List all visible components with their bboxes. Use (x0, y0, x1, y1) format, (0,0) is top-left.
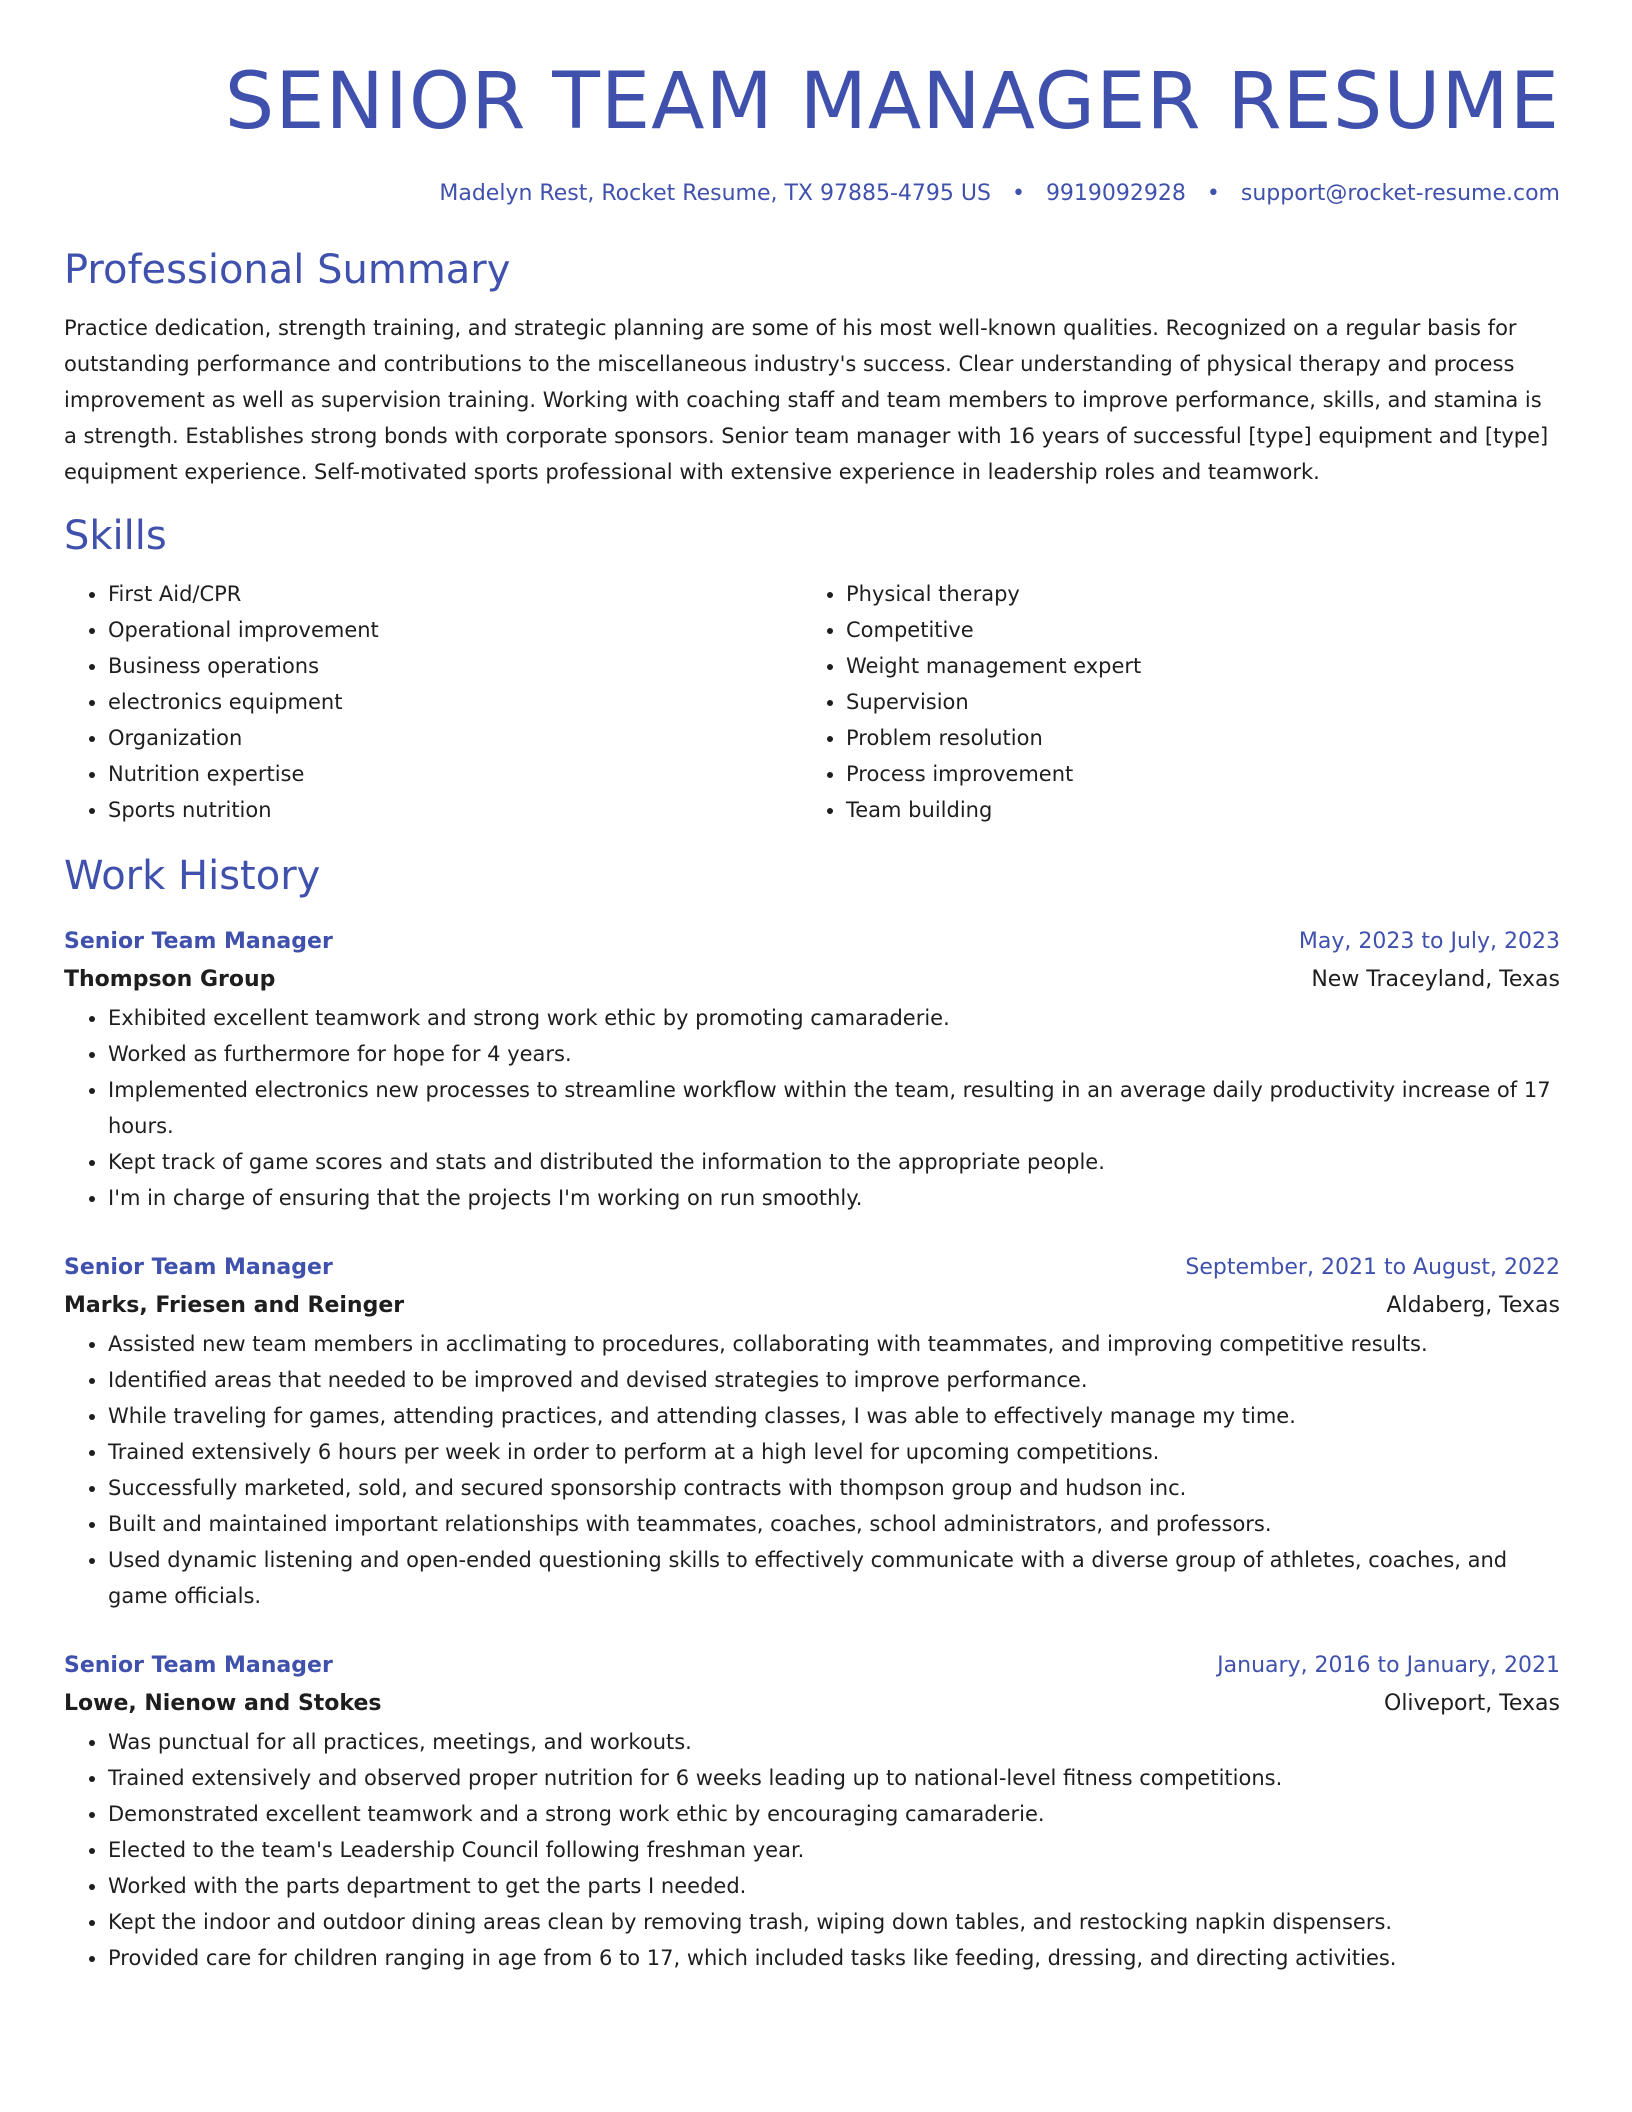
skill-item: • electronics equipment (108, 684, 802, 720)
summary-heading: Professional Summary (64, 247, 511, 293)
contact-address: Madelyn Rest, Rocket Resume, TX 97885-4795 US (439, 181, 991, 206)
contact-email: support@rocket-resume.com (1240, 181, 1560, 206)
job-entry (64, 1648, 1560, 1976)
skill-item: • Team building (846, 792, 1540, 828)
job-duty: • Identified areas that needed to be improved and devised strategies to improve performance. (108, 1362, 1560, 1398)
job-duty: • Implemented electronics new processes to streamline workflow within the team, resulting in an average daily productivity increase of 17 hours. (108, 1072, 1560, 1144)
skill-item: • Operational improvement (108, 612, 802, 648)
job-duty: • Trained extensively 6 hours per week in order to perform at a high level for upcoming competitions. (108, 1434, 1560, 1470)
skill-item: • Physical therapy (846, 576, 1540, 612)
job-duty: • Assisted new team members in acclimating to procedures, collaborating with teammates, and improving competitive results. (108, 1326, 1560, 1362)
job-duty: • Provided care for children ranging in age from 6 to 17, which included tasks like feeding, dressing, and directing activities. (108, 1940, 1560, 1976)
job-dates: May, 2023 to July, 2023 (1298, 929, 1560, 954)
job-duty: • Worked as furthermore for hope for 4 years. (108, 1036, 1560, 1072)
job-dates: January, 2016 to January, 2021 (1217, 1653, 1560, 1678)
job-dates: September, 2021 to August, 2022 (1185, 1255, 1560, 1280)
skill-item: • First Aid/CPR (108, 576, 802, 612)
job-duty: • Elected to the team's Leadership Council following freshman year. (108, 1832, 1560, 1868)
contact-line (64, 178, 1560, 210)
skill-item: • Process improvement (846, 756, 1540, 792)
job-duty: • Kept track of game scores and stats and distributed the information to the appropriate people. (108, 1144, 1560, 1180)
skill-item: • Nutrition expertise (108, 756, 802, 792)
skills-list (64, 576, 1560, 828)
job-title: Senior Team Manager (64, 1255, 333, 1280)
job-duties (64, 1326, 1560, 1614)
job-duty: • Kept the indoor and outdoor dining areas clean by removing trash, wiping down tables, and restocking napkin dispensers. (108, 1904, 1560, 1940)
job-company: Thompson Group (64, 967, 276, 992)
skills-column-right (802, 576, 1540, 828)
work-history-heading: Work History (64, 853, 321, 899)
job-duty: • Built and maintained important relationships with teammates, coaches, school administrators, and professors. (108, 1506, 1560, 1542)
resume-title: SENIOR TEAM MANAGER RESUME (224, 57, 1560, 147)
skill-item: • Sports nutrition (108, 792, 802, 828)
contact-phone: 9919092928 (1045, 181, 1186, 206)
job-title: Senior Team Manager (64, 1653, 333, 1678)
summary-text: Practice dedication, strength training, and strategic planning are some of his most well-known qualities. Recognized on a regular basis for outstanding performance and contributions to the miscellaneous industry's success. Clear understanding of physical therapy and process improvement as well as supervision training. Working with coaching staff and team members to improve performance, skills, and stamina is a strength. Establishes strong bonds with corporate sponsors. Senior team manager with 16 years of successful [type] equipment and [type] equipment experience. Self-motivated sports professional with extensive experience in leadership roles and teamwork. (64, 316, 1549, 484)
skills-heading: Skills (64, 513, 167, 559)
skill-item: • Weight management expert (846, 648, 1540, 684)
job-company: Marks, Friesen and Reinger (64, 1293, 405, 1318)
job-location: Oliveport, Texas (1384, 1691, 1560, 1716)
job-duty: • Demonstrated excellent teamwork and a strong work ethic by encouraging camaraderie. (108, 1796, 1560, 1832)
skill-item: • Organization (108, 720, 802, 756)
contact-separator: • (1011, 181, 1025, 206)
skills-column-left (64, 576, 802, 828)
skill-item: • Problem resolution (846, 720, 1540, 756)
job-company: Lowe, Nienow and Stokes (64, 1691, 382, 1716)
contact-separator: • (1206, 181, 1220, 206)
resume-page (64, 0, 1560, 1976)
job-duty: • Used dynamic listening and open-ended questioning skills to effectively communicate with a diverse group of athletes, coaches, and game officials. (108, 1542, 1560, 1614)
job-duties (64, 1000, 1560, 1216)
job-duty: • Worked with the parts department to get the parts I needed. (108, 1868, 1560, 1904)
job-location: Aldaberg, Texas (1386, 1293, 1560, 1318)
job-duty: • Successfully marketed, sold, and secured sponsorship contracts with thompson group and hudson inc. (108, 1470, 1560, 1506)
job-duty: • While traveling for games, attending practices, and attending classes, I was able to effectively manage my time. (108, 1398, 1560, 1434)
job-duties (64, 1724, 1560, 1976)
skill-item: • Competitive (846, 612, 1540, 648)
job-title: Senior Team Manager (64, 929, 333, 954)
job-duty: • Was punctual for all practices, meetings, and workouts. (108, 1724, 1560, 1760)
job-location: New Traceyland, Texas (1311, 967, 1560, 992)
skill-item: • Supervision (846, 684, 1540, 720)
job-duty: • Exhibited excellent teamwork and strong work ethic by promoting camaraderie. (108, 1000, 1560, 1036)
job-entry (64, 1250, 1560, 1614)
job-duty: • Trained extensively and observed proper nutrition for 6 weeks leading up to national-level fitness competitions. (108, 1760, 1560, 1796)
job-duty: • I'm in charge of ensuring that the projects I'm working on run smoothly. (108, 1180, 1560, 1216)
job-entry (64, 924, 1560, 1216)
skill-item: • Business operations (108, 648, 802, 684)
